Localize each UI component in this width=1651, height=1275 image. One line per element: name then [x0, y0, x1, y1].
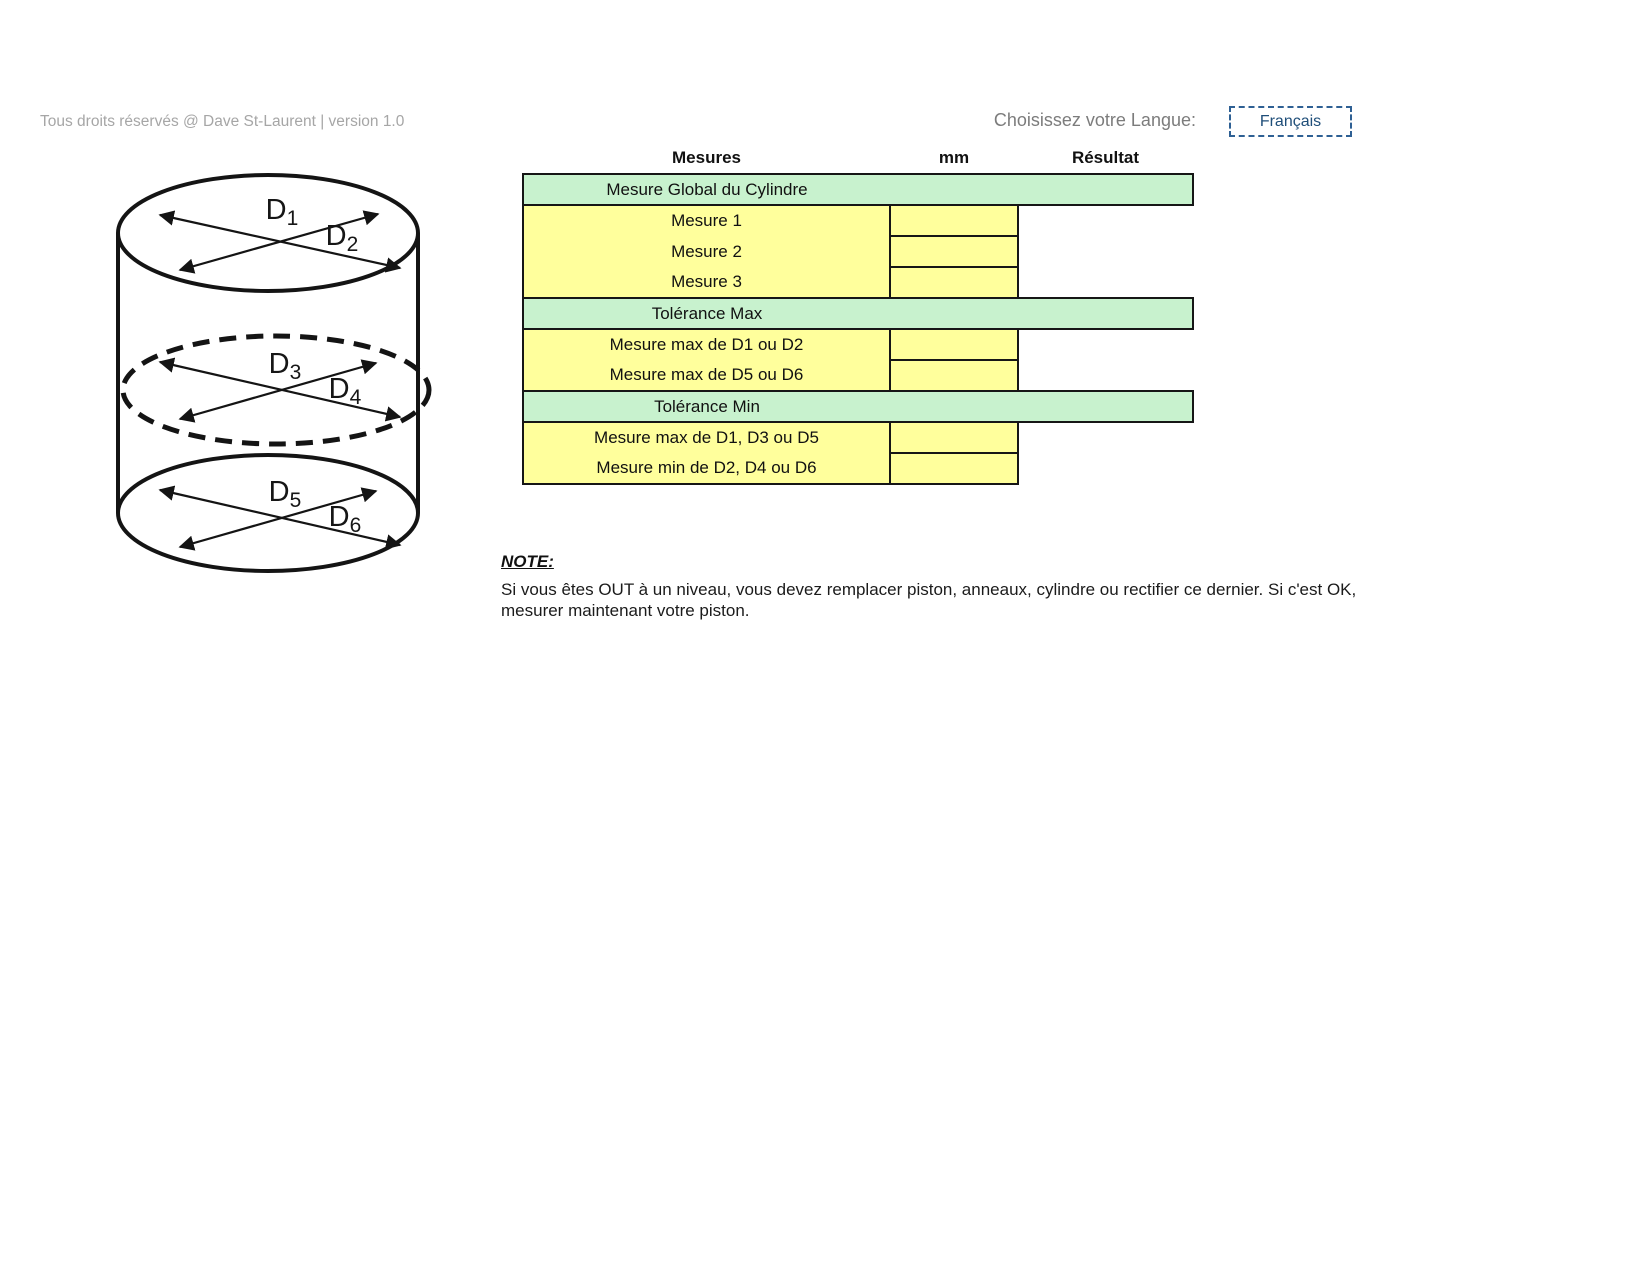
d6-label: $D_6$ — [328, 501, 362, 537]
measure-1-label: Mesure 1 — [523, 205, 890, 236]
mm-input-cell-measure-1[interactable] — [890, 205, 1018, 236]
section-header-tolerance-min: Tolérance Min — [523, 391, 1193, 422]
measure-3-label: Mesure 3 — [523, 267, 890, 298]
table-row — [523, 422, 1193, 453]
cylinder-diagram — [100, 160, 460, 590]
section-header-row — [523, 174, 1193, 205]
measure-2-label: Mesure 2 — [523, 236, 890, 267]
result-cell-tolerance-max — [1018, 329, 1193, 391]
table-row — [523, 329, 1193, 360]
measurement-table — [522, 143, 1194, 485]
note-heading: NOTE: — [501, 552, 554, 571]
mm-input-cell-max-d1-d2[interactable] — [890, 329, 1018, 360]
d1-label: $D_1$ — [265, 194, 299, 230]
bottom-ellipse — [118, 455, 418, 571]
section-header-row — [523, 391, 1193, 422]
d5-label: $D_5$ — [268, 476, 302, 512]
mm-input-cell-min-d2-d4-d6[interactable] — [890, 453, 1018, 484]
mm-input-cell-measure-2[interactable] — [890, 236, 1018, 267]
max-d1-d3-d5-label: Mesure max de D1, D3 ou D5 — [523, 422, 890, 453]
d4-label: $D_4$ — [328, 373, 362, 409]
mm-input-cell-max-d5-d6[interactable] — [890, 360, 1018, 391]
mm-input-cell-max-d1-d3-d5[interactable] — [890, 422, 1018, 453]
table-row — [523, 205, 1193, 236]
section-header-tolerance-max: Tolérance Max — [523, 298, 1193, 329]
column-header-mm: mm — [938, 148, 970, 167]
mm-input-cell-measure-3[interactable] — [890, 267, 1018, 298]
section-header-global-cylindre: Mesure Global du Cylindre — [523, 174, 1193, 205]
column-header-mesures: Mesures — [672, 148, 741, 167]
language-chooser-label: Choisissez votre Langue: — [993, 110, 1196, 130]
copyright-text: Tous droits réservés @ Dave St-Laurent | version 1.0 — [40, 113, 405, 130]
result-cell-global — [1018, 205, 1193, 298]
table-header-row — [523, 143, 1193, 174]
max-d5-d6-label: Mesure max de D5 ou D6 — [523, 360, 890, 391]
note-body: Si vous êtes OUT à un niveau, vous devez remplacer piston, anneaux, cylindre ou rectifier ce dernier. Si c'est OK, mesurer maintenant votre piston. — [501, 580, 1357, 620]
result-cell-tolerance-min — [1018, 422, 1193, 484]
french-language-button[interactable]: Français — [1229, 106, 1352, 137]
d3-label: $D_3$ — [268, 348, 302, 384]
section-header-row — [523, 298, 1193, 329]
column-header-resultat: Résultat — [1071, 148, 1140, 167]
top-ellipse — [118, 175, 418, 291]
min-d2-d4-d6-label: Mesure min de D2, D4 ou D6 — [523, 453, 890, 484]
max-d1-d2-label: Mesure max de D1 ou D2 — [523, 329, 890, 360]
d2-label: $D_2$ — [325, 220, 359, 256]
